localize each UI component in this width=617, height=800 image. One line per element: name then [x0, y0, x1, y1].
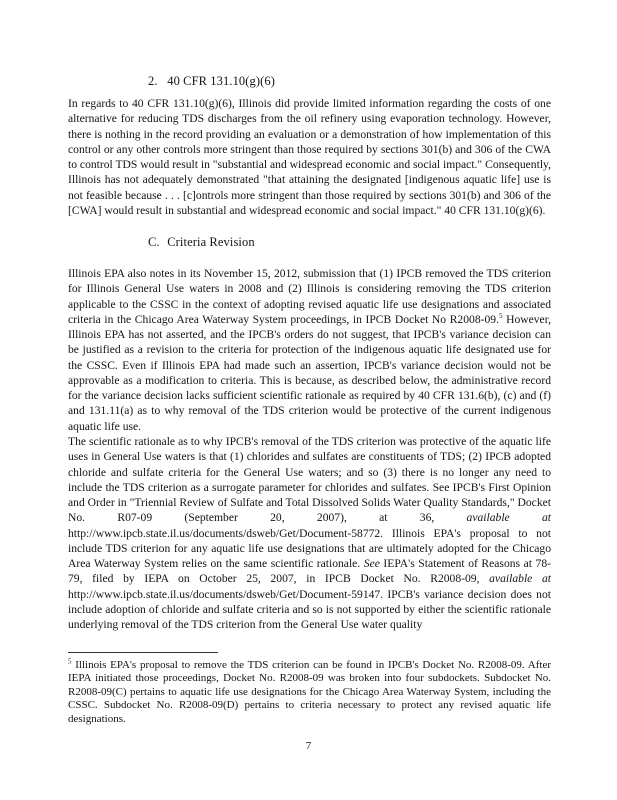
italic-text: available at [466, 511, 551, 525]
footnote-text: Illinois EPA's proposal to remove the TDS criterion can be found in IPCB's Docket No. R2008-09. After IEPA initiated those proceedings, Docket No. R2008-09 was broken into four subdockets. Subdocket No. R2008-09(C) pertains to aquatic life use designations for the Chicago Area Waterway System, including the CSSC. Subdocket No. R2008-09(D) pertains to criteria necessary to protect any revised aquatic life designations. [68, 659, 551, 725]
paragraph-text: The scientific rationale as to why IPCB's removal of the TDS criterion was protective of the aquatic life uses in General Use waters is that (1) chlorides and sulfates are constituents of TDS; (2) IPCB adopted chloride and sulfate criteria for the General Use waters; and so (3) there is no longer any need to include the TDS criterion as a surrogate parameter for chlorides and sulfates. See IPCB's First Opinion and Order in "Triennial Review of Sulfate and Total Dissolved Solids Water Quality Standards," Docket No. R07-09 (September 20, 2007), at 36, [68, 435, 551, 525]
paragraph-text: However, Illinois EPA has not asserted, and the IPCB's orders do not suggest, that IPCB's variance decision can be justified as a revision to the criteria for protection of the indigenous aquatic life designated use for the CSSC. Even if Illinois EPA had made such an assertion, IPCB's variance decision would not be approvable as a modification to criteria. This is because, as described below, the administrative record for the variance decision lacks sufficient scientific rationale as required by 40 CFR 131.6(b), (c) and (f) and 131.11(a) as to why removal of the TDS criterion would be protective of the current indigenous aquatic life use. [68, 312, 551, 433]
paragraph-text: IEPA's Statement of Reasons at 78-79, filed by IEPA on October 25, 2007, in IPCB Docket No. R2008-09, [68, 557, 551, 586]
section-letter: C. [148, 235, 160, 249]
paragraph-text: http://www.ipcb.state.il.us/documents/dsweb/Get/Document-58772. Illinois EPA's proposal to not include TDS criterion for any aquatic life use designations that are ultimately adopted for the Chicago Area Waterway System relies on the same scientific rationale. [68, 526, 551, 570]
footnote-reference[interactable]: 5 [498, 311, 503, 320]
footnote-divider [68, 652, 218, 653]
italic-text: See [363, 557, 380, 570]
section-number: 2. [148, 74, 158, 88]
section-title: Criteria Revision [167, 235, 255, 249]
paragraph-text: http://www.ipcb.state.il.us/documents/dsweb/Get/Document-59147. IPCB's variance decision does not include adoption of chloride and sulfate criteria and so is not supported by either the scientific rationale underlying removal of the TDS criterion from the General Use water quality [68, 587, 551, 631]
paragraph-criteria-revision [68, 266, 551, 434]
footnote [68, 659, 551, 726]
italic-text: available at [489, 572, 551, 586]
section-heading-c [148, 235, 255, 250]
footnote-marker: 5 [68, 657, 72, 666]
paragraph-text: Illinois EPA also notes in its November 15, 2012, submission that (1) IPCB removed the TDS criterion for Illinois General Use waters in 2008 and (2) Illinois is considering removing the TDS criterion applicable to the CSSC in the context of adopting revised aquatic life use designations and associated criteria in the Chicago Area Waterway System proceedings, in IPCB Docket No R2008-09. [68, 267, 551, 326]
section-title: 40 CFR 131.10(g)(6) [167, 74, 276, 88]
paragraph-scientific-rationale [68, 434, 551, 632]
page-number: 7 [305, 740, 312, 752]
section-heading-2 [148, 74, 275, 89]
paragraph-cfr-131-10-g-6: In regards to 40 CFR 131.10(g)(6), Illinois did provide limited information regarding the costs of one alternative for reducing TDS discharges from the oil refinery using evaporation technology. However, there is nothing in the record providing an evaluation or a demonstration of how implementation of this control or any other controls more stringent than those required by sections 301(b) and 306 of the CWA to control TDS would result in "substantial and widespread economic and social impact." Consequently, Illinois has not adequately demonstrated "that attaining the designated [indigenous aquatic life] use is not feasible because . . . [c]ontrols more stringent than those required by sections 301(b) and 306 of the [CWA] would result in substantial and widespread economic and social impact." 40 CFR 131.10(g)(6). [68, 97, 551, 217]
